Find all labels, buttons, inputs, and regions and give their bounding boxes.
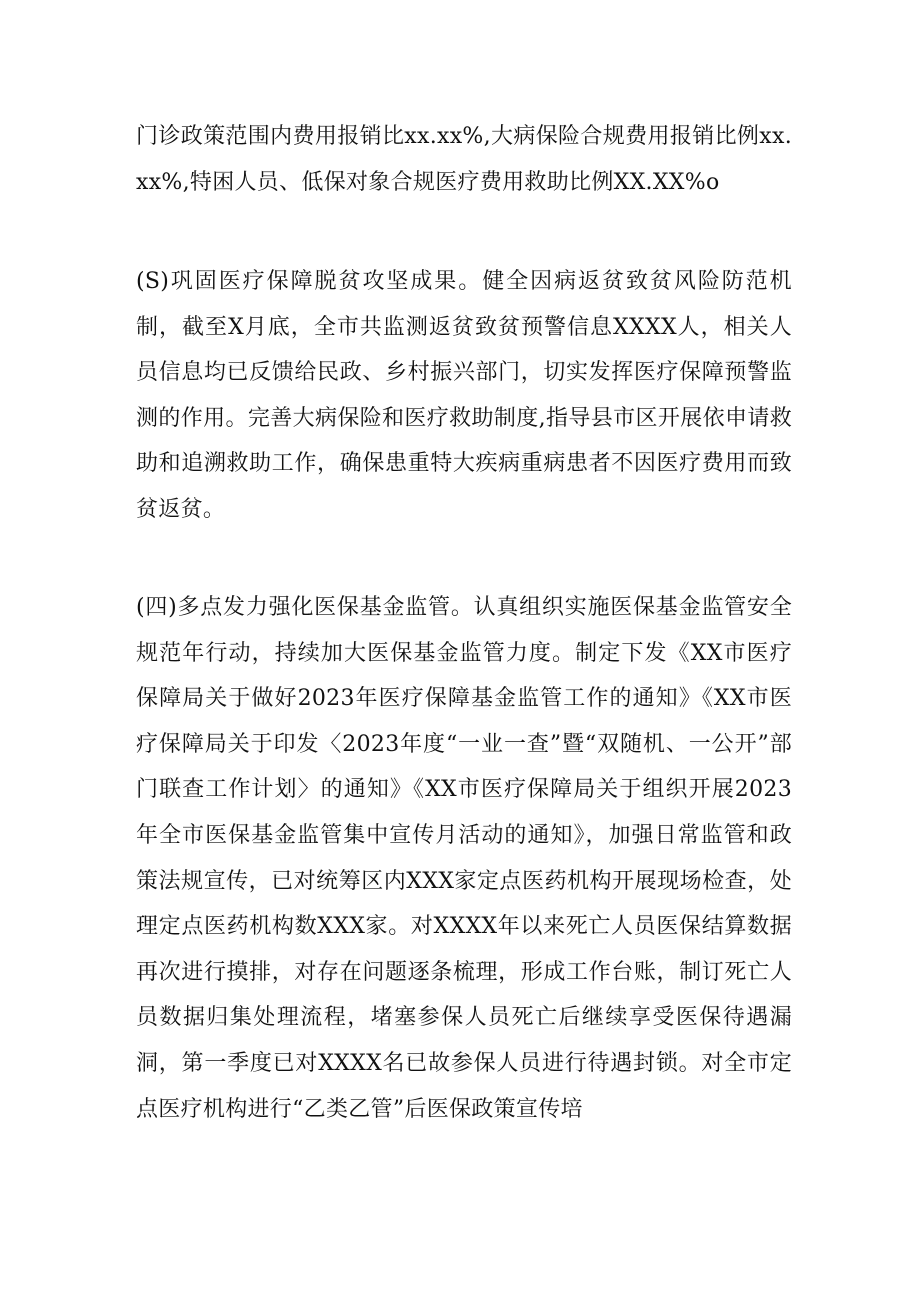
paragraph-reimbursement-ratios: 门诊政策范围内费用报销比xx.xx%,大病保险合规费用报销比例xx.xx%,特困人员、低保对象合规医疗费用救助比例XX.XX%o bbox=[136, 124, 792, 195]
paragraph-poverty-alleviation: (S)巩固医疗保障脱贫攻坚成果。健全因病返贫致贫风险防范机制，截至X月底，全市共监测返贫致贫预警信息XXXX人，相关人员信息均已反馈给民政、乡村振兴部门，切实发挥医疗保障预警监测的作用。完善大病保险和医疗救助制度,指导县市区开展依申请救助和追溯救助工作，确保患重特大疾病重病患者不因医疗费用而致贫返贫。 bbox=[136, 269, 792, 522]
paragraph-fund-supervision: (四)多点发力强化医保基金监管。认真组织实施医保基金监管安全规范年行动，持续加大医保基金监管力度。制定下发《XX市医疗保障局关于做好2023年医疗保障基金监管工作的通知》《XX市医疗保障局关于印发〈2023年度“一业一查”暨“双随机、一公开”部门联查工作计划〉的通知》《XX市医疗保障局关于组织开展2023年全市医保基金监管集中宣传月活动的通知》，加强日常监管和政策法规宣传，已对统筹区内XXX家定点医药机构开展现场检查，处理定点医药机构数XXX家。对XXXX年以来死亡人员医保结算数据再次进行摸排，对存在问题逐条梳理，形成工作台账，制订死亡人员数据归集处理流程，堵塞参保人员死亡后继续享受医保待遇漏洞，第一季度已对XXXX名已故参保人员进行待遇封锁。对全市定点医疗机构进行“乙类乙管”后医保政策宣传培 bbox=[136, 595, 792, 1122]
